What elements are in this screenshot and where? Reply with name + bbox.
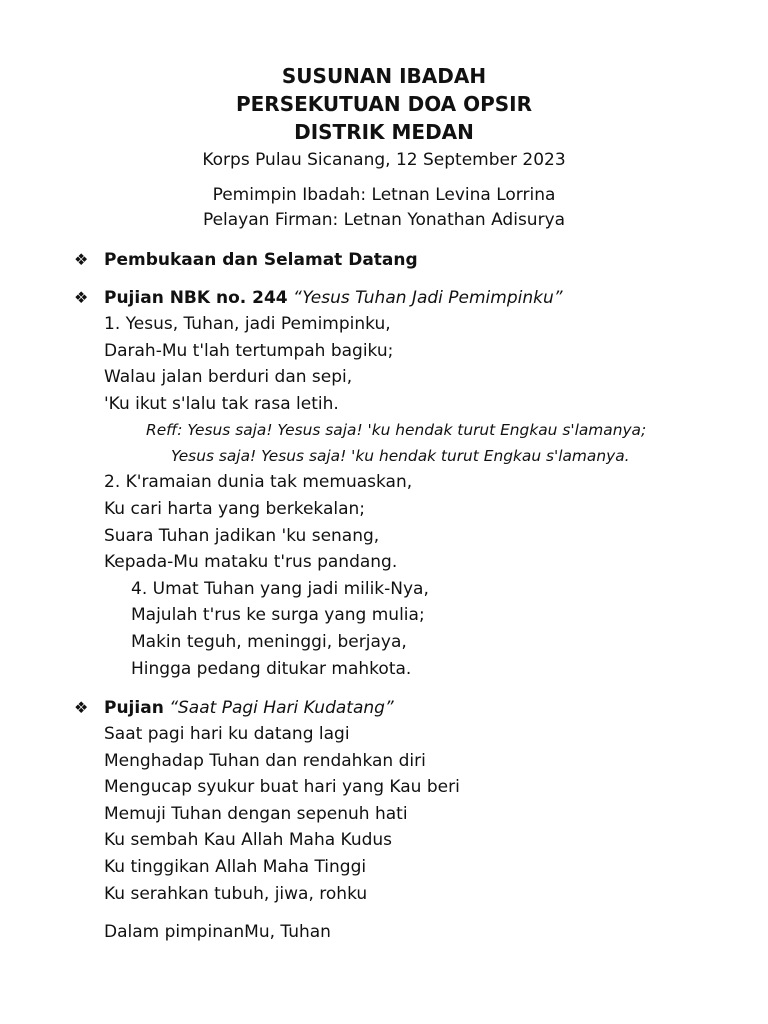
document-header bbox=[0, 62, 768, 233]
refrain-line: Reff: Yesus saja! Yesus saja! 'ku hendak turut Engkau s'lamanya; bbox=[146, 421, 647, 440]
song-lyrics bbox=[104, 721, 460, 946]
lyric-line: Makin teguh, meninggi, berjaya, bbox=[131, 631, 407, 652]
refrain-line: Yesus saja! Yesus saja! 'ku hendak turut Engkau s'lamanya. bbox=[171, 447, 630, 466]
worship-leader: Pemimpin Ibadah: Letnan Levina Lorrina bbox=[212, 185, 556, 205]
diamond-bullet-icon: ❖ bbox=[74, 288, 89, 307]
section-hymn-nbk-244 bbox=[74, 285, 646, 682]
diamond-bullet-icon: ❖ bbox=[74, 698, 89, 717]
title-line-3: DISTRIK MEDAN bbox=[294, 120, 474, 144]
lyric-line: 1. Yesus, Tuhan, jadi Pemimpinku, bbox=[104, 314, 391, 334]
section-title: Pujian bbox=[104, 698, 164, 718]
lyric-line: Saat pagi hari ku datang lagi bbox=[104, 724, 350, 744]
place-date: Korps Pulau Sicanang, 12 September 2023 bbox=[202, 150, 566, 170]
lyric-line: Majulah t'rus ke surga yang mulia; bbox=[131, 605, 425, 626]
lyric-line: 4. Umat Tuhan yang jadi milik-Nya, bbox=[131, 578, 429, 599]
title-line-2: PERSEKUTUAN DOA OPSIR bbox=[235, 92, 533, 116]
lyric-line: Suara Tuhan jadikan 'ku senang, bbox=[104, 525, 380, 546]
verse-1 bbox=[104, 311, 646, 417]
title-line-1: SUSUNAN IBADAH bbox=[281, 64, 487, 88]
section-hymn-saat-pagi bbox=[74, 695, 460, 946]
sermon-preacher: Pelayan Firman: Letnan Yonathan Adisurya bbox=[202, 210, 566, 230]
lyric-line: Dalam pimpinanMu, Tuhan bbox=[104, 922, 331, 943]
lyric-line: 2. K'ramaian dunia tak memuaskan, bbox=[104, 472, 413, 493]
lyric-line: Menghadap Tuhan dan rendahkan diri bbox=[104, 750, 426, 771]
refrain bbox=[74, 417, 646, 469]
lyric-line: Ku sembah Kau Allah Maha Kudus bbox=[104, 830, 393, 851]
lyric-line: Ku serahkan tubuh, jiwa, rohku bbox=[104, 883, 368, 904]
section-opening bbox=[74, 247, 418, 273]
lyric-line: Memuji Tuhan dengan sepenuh hati bbox=[104, 803, 408, 824]
section-title: Pembukaan dan Selamat Datang bbox=[104, 250, 418, 270]
verse-2 bbox=[104, 469, 646, 575]
lyric-line: Darah-Mu t'lah tertumpah bagiku; bbox=[104, 340, 394, 361]
diamond-bullet-icon: ❖ bbox=[74, 250, 89, 269]
lyric-line: Hingga pedang ditukar mahkota. bbox=[131, 658, 412, 679]
lyric-line: Walau jalan berduri dan sepi, bbox=[104, 367, 353, 388]
song-title: “Saat Pagi Hari Kudatang” bbox=[169, 698, 394, 718]
song-title: “Yesus Tuhan Jadi Pemimpinku” bbox=[293, 288, 563, 308]
lyric-line: Ku tinggikan Allah Maha Tinggi bbox=[104, 856, 367, 877]
section-title: Pujian NBK no. 244 bbox=[104, 288, 288, 308]
lyric-line: 'Ku ikut s'lalu tak rasa letih. bbox=[104, 393, 339, 414]
lyric-line: Ku cari harta yang berkekalan; bbox=[104, 498, 366, 519]
lyric-line: Kepada-Mu mataku t'rus pandang. bbox=[104, 552, 398, 573]
verse-4 bbox=[131, 576, 646, 682]
lyric-line: Mengucap syukur buat hari yang Kau beri bbox=[104, 777, 460, 798]
